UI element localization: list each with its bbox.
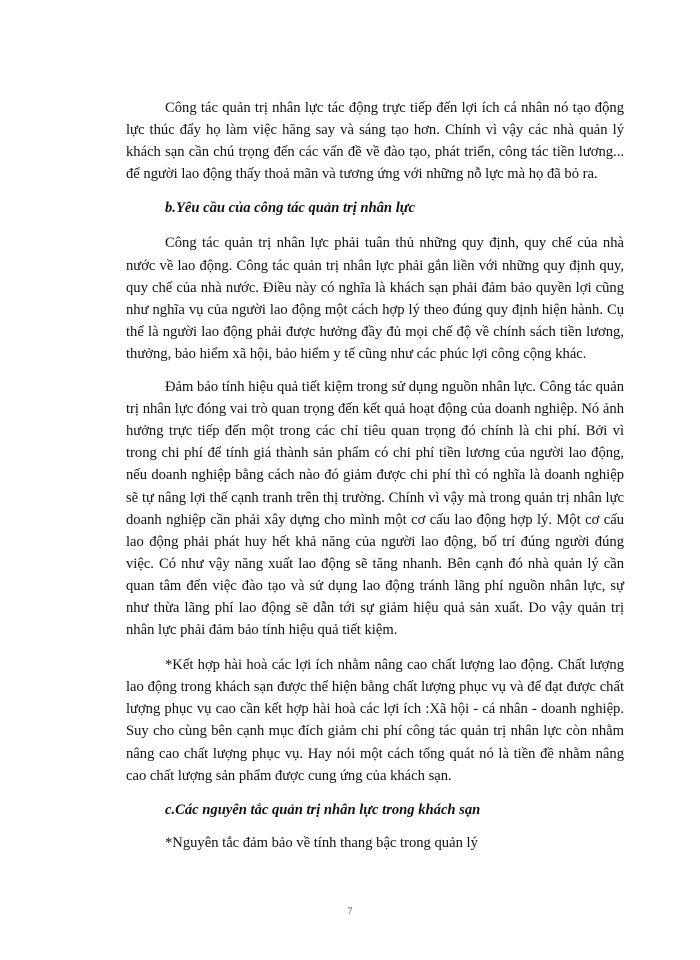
paragraph-intro: Công tác quản trị nhân lực tác động trực tiếp đến lợi ích cá nhân nó tạo động lực thúc đẩy họ làm việc hăng say và sáng tạo hơn. Chính vì vậy các nhà quản lý khách sạn cần chú trọng đến các vấn đề về đào tạo, phát triển, công tác tiền lương... để người lao động thấy thoả mãn và tương ứng với những nỗ lực mà họ đã bỏ ra.: [126, 100, 624, 183]
section-heading-b: b.Yêu cầu của công tác quản trị nhân lực: [165, 200, 415, 217]
section-heading-c: c.Các nguyên tắc quản trị nhân lực trong khách sạn: [165, 801, 481, 818]
paragraph-harmony: *Kết hợp hài hoà các lợi ích nhằm nâng cao chất lượng lao động. Chất lượng lao động trong khách sạn được thể hiện bằng chất lượng phục vụ và để đạt được chất lượng phục vụ cao cần kết hợp hài hoà các lợi ích :Xã hội - cá nhân - doanh nghiệp. Suy cho cùng bên cạnh mục đích giảm chi phí công tác quản trị nhân lực còn nhằm nâng cao chất lượng phục vụ. Hay nói một cách tổng quát nó là tiền đề nhằm nâng cao chất lượng sản phẩm được cung ứng của khách sạn.: [126, 657, 624, 784]
paragraph-efficiency: Đảm bảo tính hiệu quả tiết kiệm trong sử dụng nguồn nhân lực. Công tác quản trị nhân lực đóng vai trò quan trọng đến kết quả hoạt động của doanh nghiệp. Nó ảnh hưởng trực tiếp đến một trong các chỉ tiêu quan trọng đó chính là chi phí. Bởi vì trong chi phí để tính giá thành sản phẩm có chi phí tiền lương của người lao động, nếu doanh nghiệp bằng cách nào đó giảm được chi phí thì có nghĩa là doanh nghiệp sẽ tự nâng lợi thế cạnh tranh trên thị trường. Chính vì vậy mà trong quản trị nhân lực doanh nghiệp cần phải xây dựng cho mình một cơ cấu lao động hợp lý. Một cơ cấu lao động phải phát huy hết khả năng của người lao động, bố trí đúng người đúng việc. Có như vậy năng xuất lao động sẽ tăng nhanh. Bên cạnh đó nhà quản lý cần quan tâm đến việc đào tạo và sử dụng lao động tránh lãng phí nguồn nhân lực, sự như thừa lãng phí lao động sẽ dẫn tới sự giảm hiệu quả sản xuất. Do vậy quản trị nhân lực phải đảm bảo tính hiệu quả tiết kiệm.: [126, 379, 624, 639]
paragraph-principle: *Nguyên tắc đảm bảo về tính thang bậc trong quản lý: [165, 834, 478, 851]
page-body: [126, 97, 624, 854]
page-number: 7: [347, 906, 353, 916]
paragraph-regulations: Công tác quản trị nhân lực phải tuân thủ những quy định, quy chế của nhà nước về lao động. Công tác quản trị nhân lực phải gắn liền với những quy định quy, quy chế của nhà nước. Điều này có nghĩa là khách sạn phải đảm bảo quyền lợi cũng như nghĩa vụ của người lao động một cách hợp lý theo đúng quy định hiện hành. Cụ thể là người lao động phải được hưởng đầy đủ mọi chế độ về chính sách tiền lương, thưởng, bảo hiểm xã hội, bảo hiểm y tế cũng như các phúc lợi công cộng khác.: [126, 235, 624, 362]
